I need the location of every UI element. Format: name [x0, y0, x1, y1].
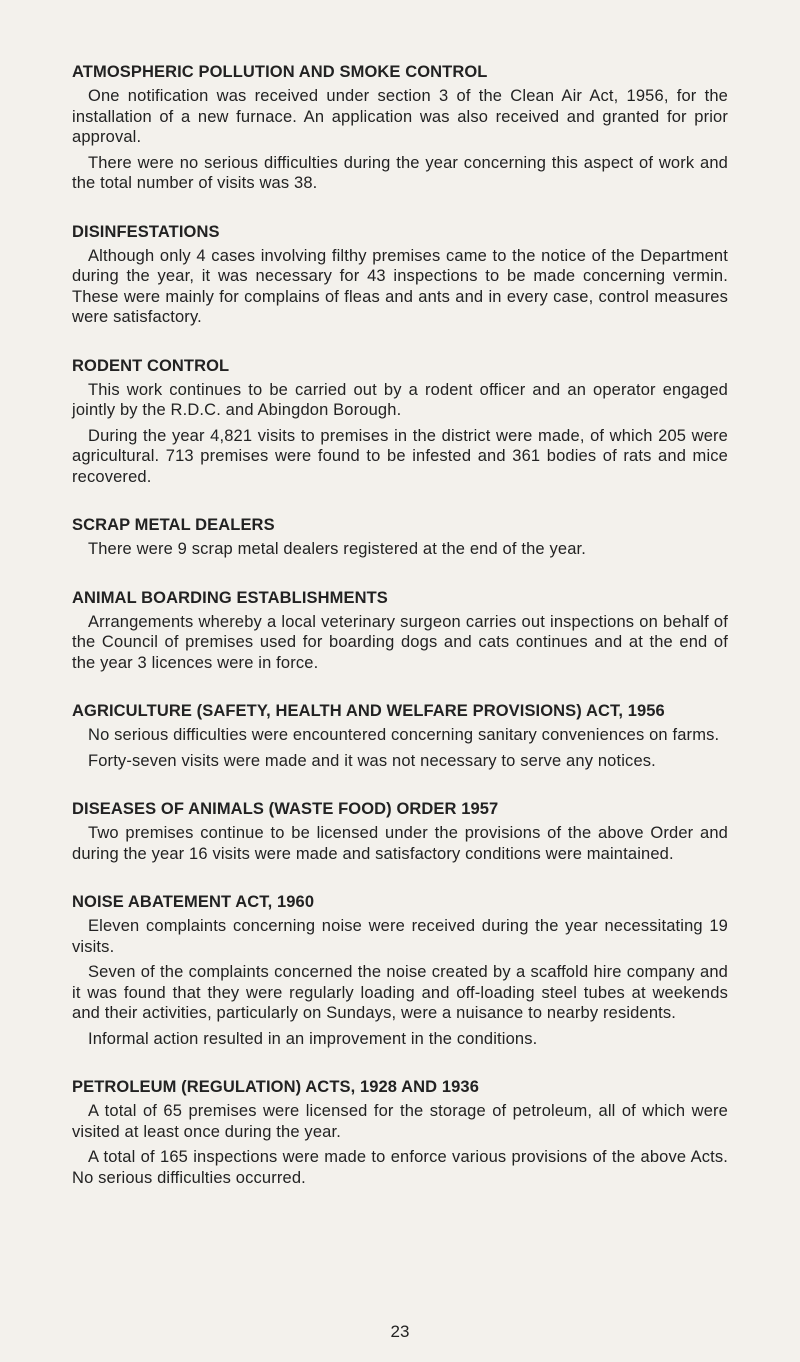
section-rodent-control [72, 356, 728, 488]
paragraph: A total of 165 inspections were made to enforce various provisions of the above Acts. No serious difficulties occurred. [72, 1148, 728, 1187]
section-heading: RODENT CONTROL [72, 356, 230, 375]
paragraph: Seven of the complaints concerned the noise created by a scaffold hire company and it was found that they were regularly loading and off-loading steel tubes at weekends and their activities, particularly on Sundays, were a nuisance to nearby residents. [72, 963, 728, 1022]
paragraph: One notification was received under section 3 of the Clean Air Act, 1956, for the installation of a new furnace. An application was also received and granted for prior approval. [72, 87, 728, 146]
section-heading: DISINFESTATIONS [72, 222, 220, 241]
paragraph: Forty-seven visits were made and it was not necessary to serve any notices. [88, 751, 656, 770]
section-heading: AGRICULTURE (SAFETY, HEALTH AND WELFARE PROVISIONS) ACT, 1956 [72, 702, 665, 720]
section-petroleum-acts [72, 1077, 728, 1188]
section-agriculture-act [72, 701, 728, 771]
section-heading: PETROLEUM (REGULATION) ACTS, 1928 AND 1936 [72, 1078, 479, 1096]
section-animal-boarding [72, 588, 728, 674]
page-number: 23 [390, 1322, 410, 1341]
section-heading: DISEASES OF ANIMALS (WASTE FOOD) ORDER 1957 [72, 800, 499, 818]
paragraph: Two premises continue to be licensed under the provisions of the above Order and during the year 16 visits were made and satisfactory conditions were maintained. [72, 824, 728, 863]
section-scrap-metal-dealers [72, 515, 728, 560]
paragraph: There were 9 scrap metal dealers registered at the end of the year. [88, 540, 586, 558]
section-heading: ANIMAL BOARDING ESTABLISHMENTS [72, 588, 388, 607]
paragraph: This work continues to be carried out by a rodent officer and an operator engaged jointly by the R.D.C. and Abingdon Borough. [72, 380, 728, 419]
paragraph: Eleven complaints concerning noise were received during the year necessitating 19 visits. [72, 917, 728, 956]
paragraph: Informal action resulted in an improvement in the conditions. [88, 1029, 538, 1048]
section-heading: SCRAP METAL DEALERS [72, 516, 275, 534]
paragraph: Arrangements whereby a local veterinary surgeon carries out inspections on behalf of the Council of premises used for boarding dogs and cats continues and at the end of the year 3 licences were in force. [72, 612, 728, 672]
section-heading: NOISE ABATEMENT ACT, 1960 [72, 893, 315, 911]
section-disinfestations [72, 222, 728, 328]
paragraph: Although only 4 cases involving filthy premises came to the notice of the Department during the year, it was necessary for 43 inspections to be made concerning vermin. These were mainly for complains of fleas and ants and in every case, control measures were satisfactory. [72, 246, 728, 326]
paragraph: During the year 4,821 visits to premises in the district were made, of which 205 were agricultural. 713 premises were found to be infested and 361 bodies of rats and mice recovered. [72, 426, 728, 486]
section-atmospheric-pollution [72, 62, 728, 194]
paragraph: No serious difficulties were encountered concerning sanitary conveniences on farms. [88, 726, 720, 744]
section-diseases-of-animals [72, 799, 728, 864]
paragraph: A total of 65 premises were licensed for the storage of petroleum, all of which were visited at least once during the year. [72, 1102, 728, 1141]
section-heading: ATMOSPHERIC POLLUTION AND SMOKE CONTROL [72, 63, 488, 81]
paragraph: There were no serious difficulties during the year concerning this aspect of work and the total number of visits was 38. [72, 153, 728, 192]
section-noise-abatement [72, 892, 728, 1049]
